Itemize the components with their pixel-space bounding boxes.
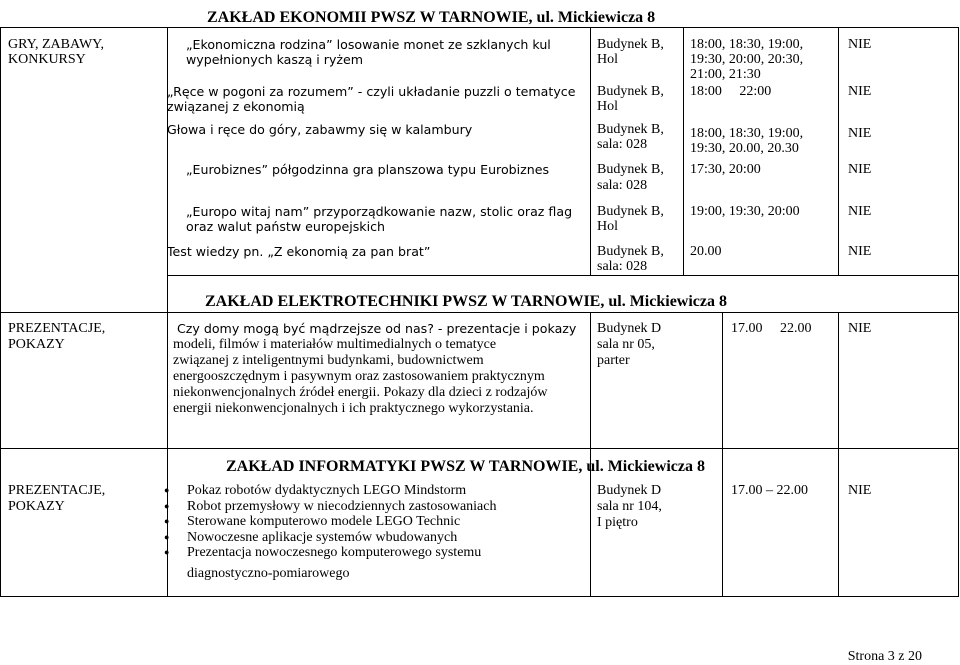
event-description: modeli, filmów i materiałów multimedialnych o tematyce [173, 337, 497, 352]
event-time: 20.00 [690, 244, 722, 259]
event-description: energii niekonwencjonalnych i ich praktycznego wykorzystania. [173, 401, 534, 416]
event-place: I piętro [597, 515, 638, 530]
event-place: Hol [597, 52, 618, 67]
event-description: niekonwencjonalnych źródeł energii. Pokazy dla dzieci z rodzajów [173, 385, 548, 400]
list-item-continuation: diagnostyczno-pomiarowego [187, 566, 350, 581]
event-place: sala nr 05, [597, 337, 655, 352]
event-title: związanej z ekonomią [167, 99, 305, 114]
event-place: sala: 028 [597, 259, 648, 274]
event-place: Budynek B, [597, 204, 664, 219]
event-place: Budynek D [597, 483, 662, 498]
event-time: 17.00 – 22.00 [731, 483, 808, 498]
list-item: ● Robot przemysłowy w niecodziennych zastosowaniach [167, 499, 496, 515]
event-place: sala: 028 [597, 178, 648, 193]
event-title: Test wiedzy pn. „Z ekonomią za pan brat” [167, 244, 431, 259]
list-item: ● Pokaz robotów dydaktycznych LEGO Mindstorm [167, 483, 496, 499]
event-registration: NIE [848, 483, 872, 498]
event-time: 18:00, 18:30, 19:00, [690, 37, 804, 52]
section-header-elektrotechnika: ZAKŁAD ELEKTROTECHNIKI PWSZ W TARNOWIE, ul. Mickiewicza 8 [205, 293, 727, 310]
event-registration: NIE [848, 126, 872, 141]
section-header-ekonomia: ZAKŁAD EKONOMII PWSZ W TARNOWIE, ul. Mickiewicza 8 [207, 9, 656, 26]
event-time: 19:00, 19:30, 20:00 [690, 204, 800, 219]
event-title: „Eurobiznes” półgodzinna gra planszowa typu Eurobiznes [186, 162, 550, 177]
event-registration: NIE [848, 244, 872, 259]
event-list [167, 483, 496, 561]
section-header-informatyka: ZAKŁAD INFORMATYKI PWSZ W TARNOWIE, ul. Mickiewicza 8 [226, 458, 705, 475]
event-place: Budynek D [597, 321, 662, 336]
event-place: Hol [597, 99, 618, 114]
event-registration: NIE [848, 162, 872, 177]
event-title: wypełnionych kaszą i ryżem [186, 52, 364, 67]
list-item: ● Sterowane komputerowo modele LEGO Technic [167, 514, 496, 530]
category-label: PREZENTACJE, [8, 483, 106, 498]
category-label: PREZENTACJE, [8, 321, 106, 336]
event-time: 21:00, 21:30 [690, 67, 761, 82]
event-description: energooszczędnym i pasywnym oraz zastosowaniem praktycznym [173, 369, 545, 384]
category-label: GRY, ZABAWY, [8, 37, 104, 52]
event-description: związanej z inteligentnymi budynkami, budownictwem [173, 353, 484, 368]
event-place: Budynek B, [597, 84, 664, 99]
event-place: Hol [597, 219, 618, 234]
category-label: POKAZY [8, 499, 65, 514]
event-title: „Ekonomiczna rodzina” losowanie monet ze szklanych kul [186, 37, 551, 52]
page-number: Strona 3 z 20 [847, 649, 922, 664]
event-registration: NIE [848, 37, 872, 52]
event-title: „Ręce w pogoni za rozumem” - czyli układanie puzzli o tematyce [167, 84, 576, 99]
event-time: 17.00 22.00 [731, 321, 812, 336]
event-time: 19:30, 20:00, 20:30, [690, 52, 804, 67]
event-registration: NIE [848, 321, 872, 336]
event-place: sala: 028 [597, 137, 648, 152]
event-time: 19:30, 20.00, 20.30 [690, 141, 799, 156]
event-registration: NIE [848, 204, 872, 219]
event-title: „Europo witaj nam” przyporządkowanie nazw, stolic oraz flag [186, 204, 573, 219]
event-time: 18:00 22:00 [690, 84, 772, 99]
event-place: parter [597, 353, 630, 368]
event-title: Głowa i ręce do góry, zabawmy się w kalambury [167, 122, 473, 137]
event-description: Czy domy mogą być mądrzejsze od nas? - prezentacje i pokazy [177, 321, 577, 336]
event-time: 18:00, 18:30, 19:00, [690, 126, 804, 141]
list-item: ● Prezentacja nowoczesnego komputerowego systemu [167, 545, 496, 561]
event-place: Budynek B, [597, 244, 664, 259]
event-time: 17:30, 20:00 [690, 162, 761, 177]
event-place: sala nr 104, [597, 499, 662, 514]
category-label: POKAZY [8, 337, 65, 352]
event-place: Budynek B, [597, 162, 664, 177]
event-title: oraz walut państw europejskich [186, 219, 385, 234]
event-registration: NIE [848, 84, 872, 99]
event-place: Budynek B, [597, 37, 664, 52]
category-label: KONKURSY [8, 52, 86, 67]
event-place: Budynek B, [597, 122, 664, 137]
list-item: ● Nowoczesne aplikacje systemów wbudowanych [167, 530, 496, 546]
